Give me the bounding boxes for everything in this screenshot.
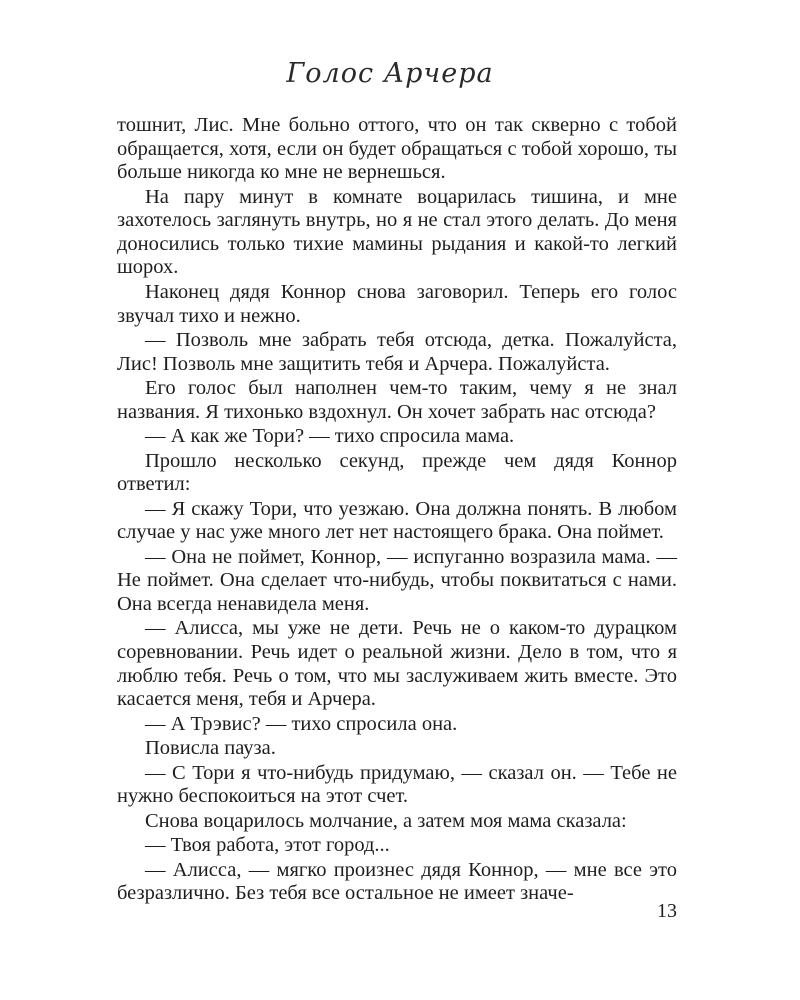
paragraph: — С Тори я что-нибудь придумаю, — сказал он. — Тебе не нужно беспокоиться на этот счет. (117, 761, 677, 808)
paragraph: Его голос был наполнен чем-то таким, чему я не знал названия. Я тихонько вздохнул. Он хочет забрать нас отсюда? (117, 377, 677, 423)
paragraph: На пару минут в комнате воцарилась тишина, и мне захотелось заглянуть внутрь, но я не стал этого делать. До меня доносились только тихие мамины рыдания и какой-то легкий шорох. (117, 185, 677, 279)
paragraph: Прошло несколько секунд, прежде чем дядя Коннор ответил: (117, 449, 677, 496)
paragraph: Снова воцарилось молчание, а затем моя мама сказала: (145, 809, 627, 832)
paragraph: тошнит, Лис. Мне больно оттого, что он так скверно с тобой обращается, хотя, если он будет обращаться с тобой хорошо, ты больше никогда ко мне не вернешься. (117, 114, 677, 184)
paragraph: Наконец дядя Коннор снова заговорил. Теперь его голос звучал тихо и нежно. (117, 280, 677, 327)
body-text (117, 114, 677, 907)
paragraph: — Алисса, мы уже не дети. Речь не о каком-то дурацком соревновании. Речь идет о реальной жизни. Дело в том, что я люблю тебя. Речь о том, что мы заслуживаем жить вместе. Это касается меня, тебя и Арчера. (117, 617, 677, 711)
paragraph: — А как же Тори? — тихо спросила мама. (145, 425, 515, 448)
running-head: Голос Арчера (286, 58, 494, 89)
paragraph: Повисла пауза. (145, 737, 276, 760)
paragraph: — Она не поймет, Коннор, — испуганно возразила мама. — Не поймет. Она сделает что-нибудь, чтобы поквитаться с нами. Она всегда ненавидела меня. (117, 545, 677, 615)
paragraph: — Позволь мне забрать тебя отсюда, детка. Пожалуйста, Лис! Позволь мне защитить тебя и Арчера. Пожалуйста. (117, 329, 677, 375)
paragraph: — Алисса, — мягко произнес дядя Коннор, — мне все это безразлично. Без тебя все остальное не имеет значе- (117, 858, 677, 905)
paragraph: — А Трэвис? — тихо спросила она. (145, 712, 458, 735)
paragraph: — Твоя работа, этот город... (145, 834, 390, 857)
paragraph: — Я скажу Тори, что уезжаю. Она должна понять. В любом случае у нас уже много лет нет настоящего брака. Она поймет. (117, 497, 677, 544)
page-number: 13 (657, 900, 677, 922)
